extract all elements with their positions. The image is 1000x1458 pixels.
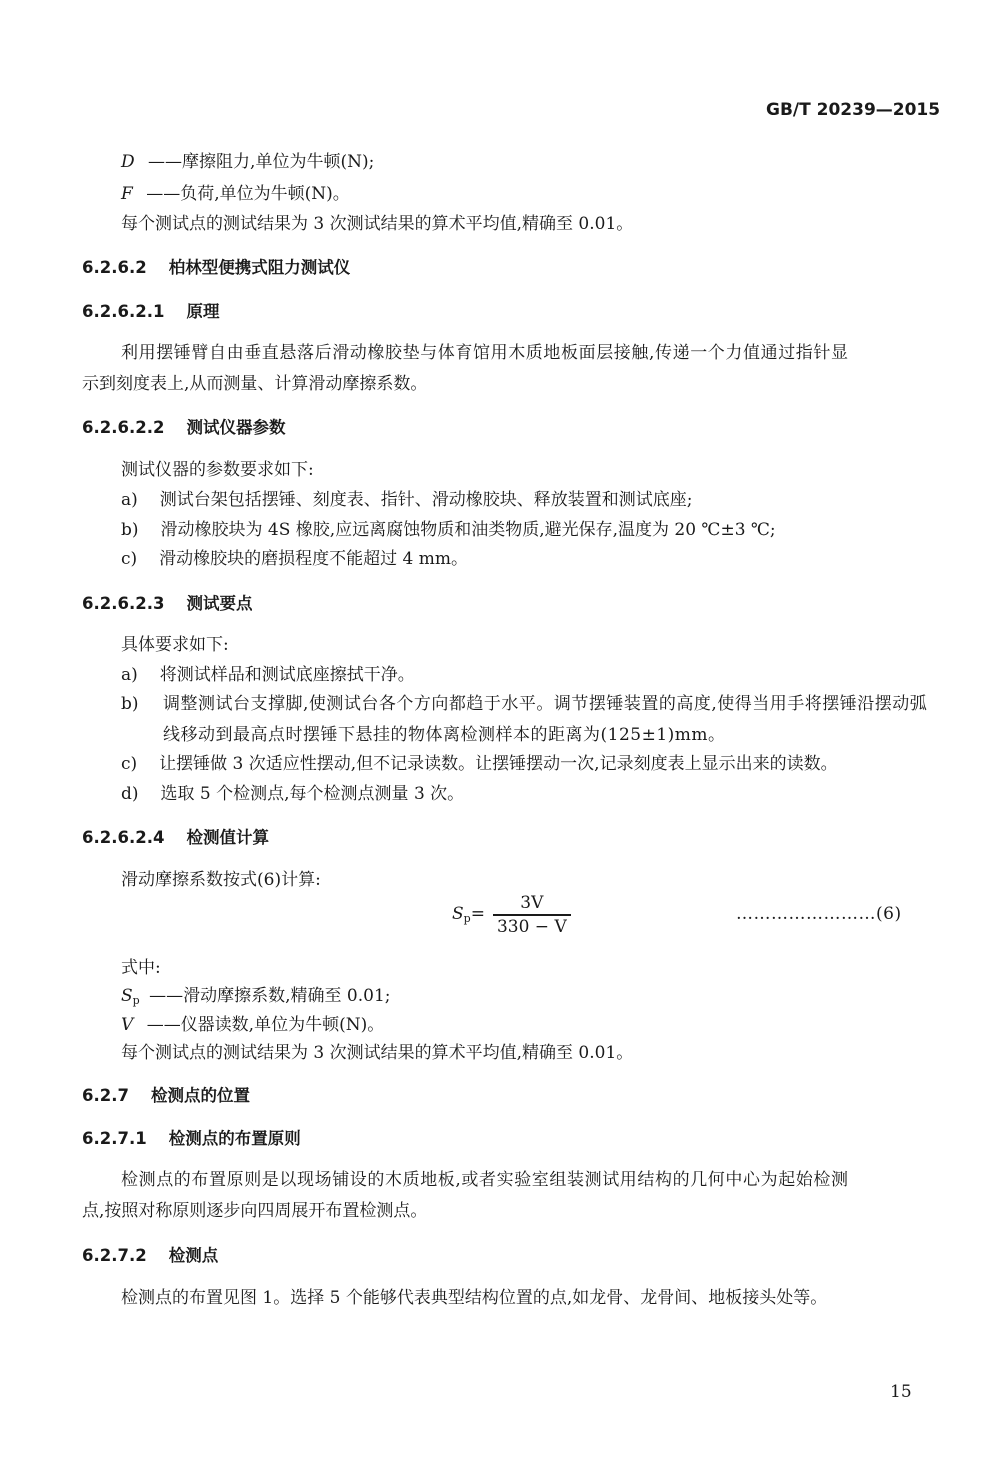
section-title: 测试仪器参数 — [186, 418, 286, 437]
section-title: 检测点 — [168, 1246, 219, 1265]
top-note: 每个测试点的测试结果为 3 次测试结果的算术平均值,精确至 0.01。 — [121, 214, 634, 234]
formula-6 — [452, 892, 571, 938]
equation-number: ……………………(6) — [736, 904, 902, 924]
list-item — [121, 752, 838, 776]
paragraph-line: 示到刻度表上,从而测量、计算滑动摩擦系数。 — [82, 374, 428, 394]
list-intro: 具体要求如下: — [121, 635, 229, 655]
paragraph-line: 利用摆锤臂自由垂直悬落后滑动橡胶垫与体育馆用木质地板面层接触,传递一个力值通过指针显 — [121, 343, 849, 363]
definition-text: 仪器读数,单位为牛顿(N)。 — [180, 1015, 385, 1035]
section-title: 柏林型便携式阻力测试仪 — [168, 258, 351, 277]
list-text: 将测试样品和测试底座擦拭干净。 — [159, 665, 415, 685]
section-number: 6.2.7.1 — [82, 1129, 147, 1148]
formula-numerator: 3V — [520, 893, 544, 913]
standard-number: GB/T 20239—2015 — [766, 100, 941, 120]
section-heading-6272 — [82, 1244, 218, 1268]
list-label: a) — [121, 665, 138, 685]
definition-v — [121, 1013, 384, 1037]
list-label: c) — [121, 754, 138, 774]
section-heading-62621 — [82, 300, 219, 324]
formula-equals: = — [470, 904, 485, 925]
section-number: 6.2.6.2 — [82, 258, 147, 277]
section-title: 检测值计算 — [186, 828, 269, 847]
list-text: 滑动橡胶块的磨损程度不能超过 4 mm。 — [159, 549, 469, 569]
section-title: 检测点的布置原则 — [168, 1129, 301, 1148]
list-item — [121, 782, 464, 806]
section-title: 检测点的位置 — [150, 1086, 250, 1105]
dash: —— — [146, 1015, 181, 1035]
section-number: 6.2.7 — [82, 1086, 129, 1105]
symbol: D — [121, 152, 135, 172]
section-heading-627 — [82, 1084, 250, 1108]
section-number: 6.2.7.2 — [82, 1246, 147, 1265]
list-text: 调整测试台支撑脚,使测试台各个方向都趋于水平。调节摆锤装置的高度,使得当用手将摆锤沿摆动弧线移动到最高点时摆锤下悬挂的物体离检测样本的距离为(125±1)mm。 — [163, 694, 928, 745]
dash: —— — [148, 152, 183, 172]
paragraph-line: 点,按照对称原则逐步向四周展开布置检测点。 — [82, 1201, 428, 1221]
paragraph-line: 检测点的布置原则是以现场铺设的木质地板,或者实验室组装测试用结构的几何中心为起始检测 — [121, 1170, 849, 1190]
list-label: b) — [121, 694, 139, 714]
list-item — [121, 663, 415, 687]
definition-text: 摩擦阻力,单位为牛顿(N); — [182, 152, 375, 172]
definition-sp — [121, 984, 391, 1013]
section-number: 6.2.6.2.3 — [82, 594, 165, 613]
list-item — [121, 518, 776, 542]
list-intro: 测试仪器的参数要求如下: — [121, 460, 314, 480]
list-item — [121, 547, 468, 571]
section-number: 6.2.6.2.2 — [82, 418, 165, 437]
section-heading-62622 — [82, 416, 285, 440]
list-label: d) — [121, 784, 139, 804]
list-label: c) — [121, 549, 138, 569]
list-text: 测试台架包括摆锤、刻度表、指针、滑动橡胶块、释放装置和测试底座; — [159, 490, 693, 510]
section-number: 6.2.6.2.4 — [82, 828, 165, 847]
symbol: S — [121, 986, 133, 1006]
definition-f — [121, 182, 350, 206]
where-label: 式中: — [121, 958, 161, 978]
symbol: F — [121, 184, 133, 204]
dash: —— — [149, 986, 184, 1006]
page-number: 15 — [890, 1382, 912, 1402]
definition-d — [121, 150, 374, 174]
paragraph: 检测点的布置见图 1。选择 5 个能够代表典型结构位置的点,如龙骨、龙骨间、地板接头处等。 — [121, 1288, 828, 1308]
formula-denominator: 330 − V — [496, 916, 567, 937]
list-text: 选取 5 个检测点,每个检测点测量 3 次。 — [160, 784, 465, 804]
section-heading-6271 — [82, 1127, 301, 1151]
definition-text: 滑动摩擦系数,精确至 0.01; — [183, 986, 391, 1006]
section-heading-62623 — [82, 592, 252, 616]
formula-fraction — [493, 892, 571, 938]
formula-intro: 滑动摩擦系数按式(6)计算: — [121, 870, 321, 890]
dash: —— — [146, 184, 181, 204]
list-label: a) — [121, 490, 138, 510]
list-text: 让摆锤做 3 次适应性摆动,但不记录读数。让摆锤摆动一次,记录刻度表上显示出来的读数。 — [159, 754, 838, 774]
section-heading-62624 — [82, 826, 269, 850]
symbol-subscript: p — [132, 994, 140, 1007]
calc-note: 每个测试点的测试结果为 3 次测试结果的算术平均值,精确至 0.01。 — [121, 1043, 634, 1063]
list-text: 滑动橡胶块为 4S 橡胶,应远离腐蚀物质和油类物质,避光保存,温度为 20 ℃±3 ℃; — [160, 520, 776, 540]
formula-subscript: p — [463, 912, 471, 926]
symbol: V — [121, 1015, 134, 1035]
list-item — [121, 488, 693, 512]
section-title: 原理 — [186, 302, 220, 321]
section-number: 6.2.6.2.1 — [82, 302, 165, 321]
section-title: 测试要点 — [186, 594, 253, 613]
formula-lhs — [452, 904, 485, 925]
section-heading-6262 — [82, 256, 350, 280]
definition-text: 负荷,单位为牛顿(N)。 — [180, 184, 350, 204]
list-label: b) — [121, 520, 139, 540]
formula-symbol: S — [452, 904, 464, 925]
